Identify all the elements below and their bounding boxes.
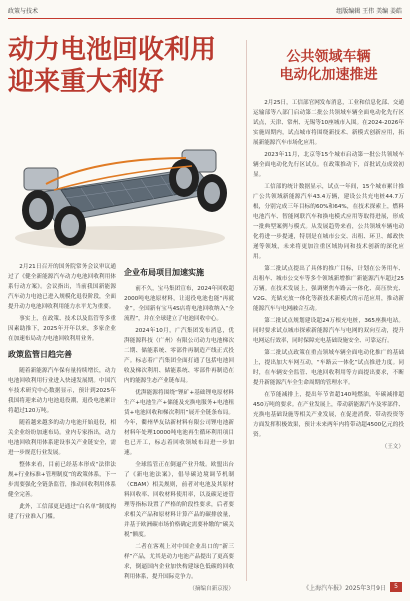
right-paragraph: 2023年11月，北京等15个城市启动第一批公共领域车辆全面电动化先行区试点。在政策推动下，首批试点成效初显。 xyxy=(253,152,404,178)
right-paragraph: 在节能减排上，提出年节省超140吨燃油，年碳减排超450万吨的要求。在产业发展上，带动新能源汽车及零部件、充换电基础设施等相关产业发展，在促进消费、带动投资等方面发挥积极效果，预计未来两年内将带动超4500亿元的投资。 xyxy=(253,392,404,438)
right-paragraph: 第二批试点政策在重点领域车辆全面电动化推广的基础上，提出加大车网互动，“车路云一体化”试点推进力度。同时，在车辆安全监管、电池回收利用等方面提出要求，不断提升新能源汽车全生命周期的管理水平。 xyxy=(253,350,404,386)
right-paragraph: 第二批试点规划建设超24万根充电桩，365座换电站。同时要求试点城市探索新能源汽车与电网的双向互动，提升电网运行效率，同时保障充电基础设施安全、可靠运行。 xyxy=(253,318,404,344)
left-article xyxy=(8,262,116,524)
left-paragraph: 此外，工信部更是通过“白名单”制度构建了行业准入门槛。 xyxy=(8,504,116,520)
publication-info: 《上海汽车报》2025年3月9日 xyxy=(303,585,386,592)
mid-paragraph: 优湃能源将围绕“锂矿+基础锂电原材料生产+电池生产+储能及充换电服务+电池租赁+电池回收和梯次利用”展开全链条布局。今年，衢州华友钴新材料有限公司锂电池新材料年处理10000吨电池再生循环利用项目也已开工，标志着回收领域布局进一步加速。 xyxy=(124,390,234,456)
right-headline-line2: 电动化加速推进 xyxy=(279,67,378,83)
mid-paragraph: 全球监管正在倒逼产业升级。欧盟出台了《新电池法案》，倡导碳边境调节机制（CBAM）相关规则，前者对电池及其原材料回收率、回收材料使用率，以及碳足迹管理等指标设置了严格的阶段性要求，后者要求相关产品和原材料计算产品的碳排放量，并基于欧洲碳市场价格确定需要补缴的“碳关税”额度。 xyxy=(124,462,234,538)
main-headline-line2: 迎来重大利好 xyxy=(8,67,165,97)
main-headline xyxy=(8,34,236,98)
left-paragraph: 整体来看，目前已经基本形成“法律法规+行业标准+管理制度”的政策体系，下一步需要强化全链条监管，推动回收利用体系健全完善。 xyxy=(8,462,116,498)
left-paragraph: 随着新能源汽车保有量持续增长，动力电池回收利用行业进入快速发展期。中国汽车技术研究中心数据显示，预计到2025年我国将迎来动力电池退役潮，退役电池累计将超过120万吨。 xyxy=(8,368,116,414)
ev-chassis-illustration xyxy=(6,98,234,256)
left-paragraph: 随着越来越多的动力电池开始退役，相关企业纷纷加速布局。业内专家指出，动力电池回收利用体系建设事关产业链安全，需进一步规范行业发展。 xyxy=(8,420,116,456)
right-paragraph: 第二批试点提出了具体的推广目标，计划在公务用车、出租车、城市公交车等多个领域新增推广新能源汽车超过25万辆。在技术发展上，强调聚焦车路云一体化、高压快充、V2G、光储充放一体化等新技术新模式的示范应用，推动新能源汽车与电网融合互动。 xyxy=(253,266,404,312)
mid-paragraph: 前不久，宝马集团宣布，2024年回收超2000吨电池原材料，让退役电池也能“再就业”。全国新有宝马4S店将电池回收纳入“全流程”，并在全球建立了电池回收中心。 xyxy=(124,286,234,322)
page-header xyxy=(8,6,402,18)
editor-credits: 组版编辑 王伟 美编 姜皓 xyxy=(336,8,402,15)
right-paragraph: 2月25日，工信部官网发布消息，工业和信息化部、交通运输部等八部门启动第二批公共领域车辆全面电动化先行区试点，天津、常州、无锡等10座城市入围。在2024-2026年实施周期内，试点城市将围绕新技术、新模式创新应用，拓展新能源汽车市场化应用。 xyxy=(253,100,404,146)
right-article xyxy=(246,40,404,581)
right-headline xyxy=(253,48,404,84)
mid-source-note: （摘编自新京报） xyxy=(189,586,234,592)
mid-paragraph: 二者在客观上对中国企业出口的“新三样”产品，尤其是动力电池产品提出了更高要求，倒逼国内企业加快构建绿色低碳的回收利用体系，提升国际竞争力。 xyxy=(124,544,234,580)
middle-article xyxy=(124,262,234,596)
right-source-note: （王文） xyxy=(381,444,404,450)
left-subtitle: 政策监管日趋完善 xyxy=(8,350,72,359)
page-number: 5 xyxy=(390,582,402,592)
main-headline-line1: 动力电池回收利用 xyxy=(8,35,217,65)
mid-paragraph: 2024年10月，广汽集团发布消息，优湃能源科技（广州）有限公司动力电池梯次二期、储能系统、零部件再制造产线正式投产。标志着广汽集团全面打通了包括电池回收及梯次利用、储能系统、零部件再制造在内的能源生态产业链布局。 xyxy=(124,328,234,384)
page-footer xyxy=(8,583,402,595)
header-rule xyxy=(8,18,402,19)
mid-subtitle: 企业布局项目加速实施 xyxy=(124,268,204,277)
left-paragraph: 2月21日召开的国务院常务会议审议通过了《健全新能源汽车动力电池回收利用体系行动方案》。会议指出，当前我国新能源汽车动力电池已进入规模化退役阶段，全面提升动力电池回收利用能力水平尤为重要。 xyxy=(8,264,116,310)
left-paragraph: 事实上，在政策、技术以及监管等多重因素助推下，2025年开年以来，多家企业在加速布局动力电池回收利用业务。 xyxy=(8,316,116,342)
right-paragraph: 工信部的统计数据显示，试点一年间，15个城市累计推广公共领域新能源汽车43.4万辆，建设公共充电桩44.7万根，分别完成三年目标的60%和64%，在技术探索上，燃料电池汽车、智能网联汽车和换电模式应用等取得进展，形成一批典型案例与模式。从发展趋势来看，公共领域车辆电动化将进一步提速，特别是在城市公交、出租、环卫、邮政快递等领域，未来将更加注重区域协同和技术创新的深化应用。 xyxy=(253,184,404,260)
right-headline-line1: 公共领域车辆 xyxy=(286,49,371,65)
section-label: 政策与技术 xyxy=(8,8,39,15)
